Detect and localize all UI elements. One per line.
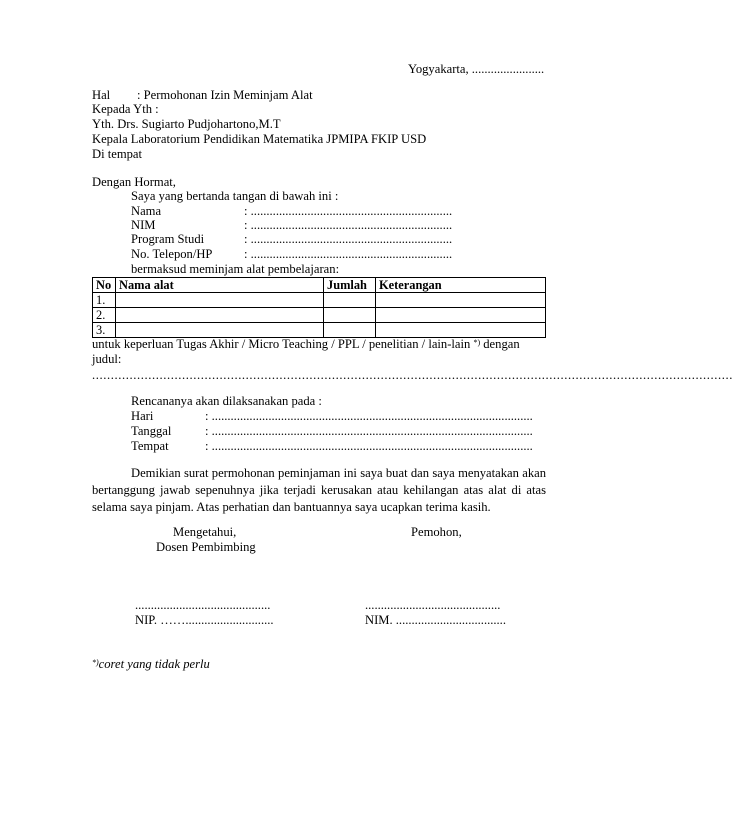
purpose-text: untuk keperluan Tugas Akhir / Micro Teaching / PPL / penelitian / lain-lain [92,337,471,351]
plan-intro: Rencananya akan dilaksanakan pada : [131,394,322,408]
closing-paragraph: Demikian surat permohonan peminjaman ini saya buat dan saya menyatakan akan bertanggung jawab sepenuhnya jika terjadi kerusakan atau kehilangan atas alat di atas selama saya pinjam. Atas perhatian dan bantuannya saya ucapkan terima kasih. [92,466,546,514]
sign-left-dots: ........................................... [135,598,271,612]
table-cell-keterangan [376,323,546,338]
table-cell-jumlah [324,323,376,338]
borrow-line: bermaksud meminjam alat pembelajaran: [131,262,340,276]
table-cell-no: 2. [93,308,116,323]
plan-label-tanggal: Tanggal [131,424,172,438]
table-cell-keterangan [376,293,546,308]
field-value-nama: : ................................................................ [244,204,453,218]
plan-value-tempat: : ...................................................................................................... [205,439,533,453]
place-date: Yogyakarta, ....................... [408,62,545,76]
table-cell-nama-alat [116,323,324,338]
sign-right-nim: NIM. ................................... [365,613,506,627]
intro-text: Saya yang bertanda tangan di bawah ini : [131,189,339,203]
table-row [93,293,546,308]
header-nama-alat: Nama alat [116,278,324,293]
sign-right-dots: ........................................... [365,598,501,612]
table-cell-jumlah [324,308,376,323]
header-jumlah: Jumlah [324,278,376,293]
recipient-line: Yth. Drs. Sugiarto Pudjohartono,M.T [92,117,281,131]
purpose-line-2: judul: [92,352,122,366]
table-row [93,323,546,338]
recipient-line: Kepala Laboratorium Pendidikan Matematika JPMIPA FKIP USD [92,132,427,146]
plan-label-tempat: Tempat [131,439,169,453]
footnote-marker: *) [92,658,99,667]
table-cell-nama-alat [116,308,324,323]
greeting: Dengan Hormat, [92,175,176,189]
field-label-prodi: Program Studi [131,232,205,246]
table-cell-jumlah [324,293,376,308]
purpose-line [92,337,520,352]
field-label-telepon: No. Telepon/HP [131,247,213,261]
field-value-telepon: : ................................................................ [244,247,453,261]
sign-right-title: Pemohon, [411,525,462,539]
recipient-line: Di tempat [92,147,143,161]
plan-value-hari: : ...................................................................................................... [205,409,533,423]
header-no: No [93,278,116,293]
sign-left-nip: NIP. ……............................ [135,613,274,627]
title-dotted-line: ........................................................................................................................................................................... [92,368,733,382]
field-label-nama: Nama [131,204,162,218]
table-cell-keterangan [376,308,546,323]
subject-label: Hal [92,88,111,102]
footnote-text: coret yang tidak perlu [98,657,210,671]
field-value-nim: : ................................................................ [244,218,453,232]
table-cell-no: 1. [93,293,116,308]
items-table [92,277,546,338]
table-cell-no: 3. [93,323,116,338]
plan-value-tanggal: : ...................................................................................................... [205,424,533,438]
purpose-after: dengan [480,337,520,351]
table-row [93,308,546,323]
field-label-nim: NIM [131,218,156,232]
header-keterangan: Keterangan [376,278,546,293]
sign-left-title: Mengetahui, [173,525,237,539]
plan-label-hari: Hari [131,409,154,423]
subject-value: : Permohonan Izin Meminjam Alat [137,88,313,102]
table-header-row [93,278,546,293]
sign-left-role: Dosen Pembimbing [156,540,256,554]
table-cell-nama-alat [116,293,324,308]
footnote [92,657,210,672]
recipient-line: Kepada Yth : [92,102,159,116]
field-value-prodi: : ................................................................ [244,232,453,246]
purpose-footnote-marker: *) [473,338,481,347]
